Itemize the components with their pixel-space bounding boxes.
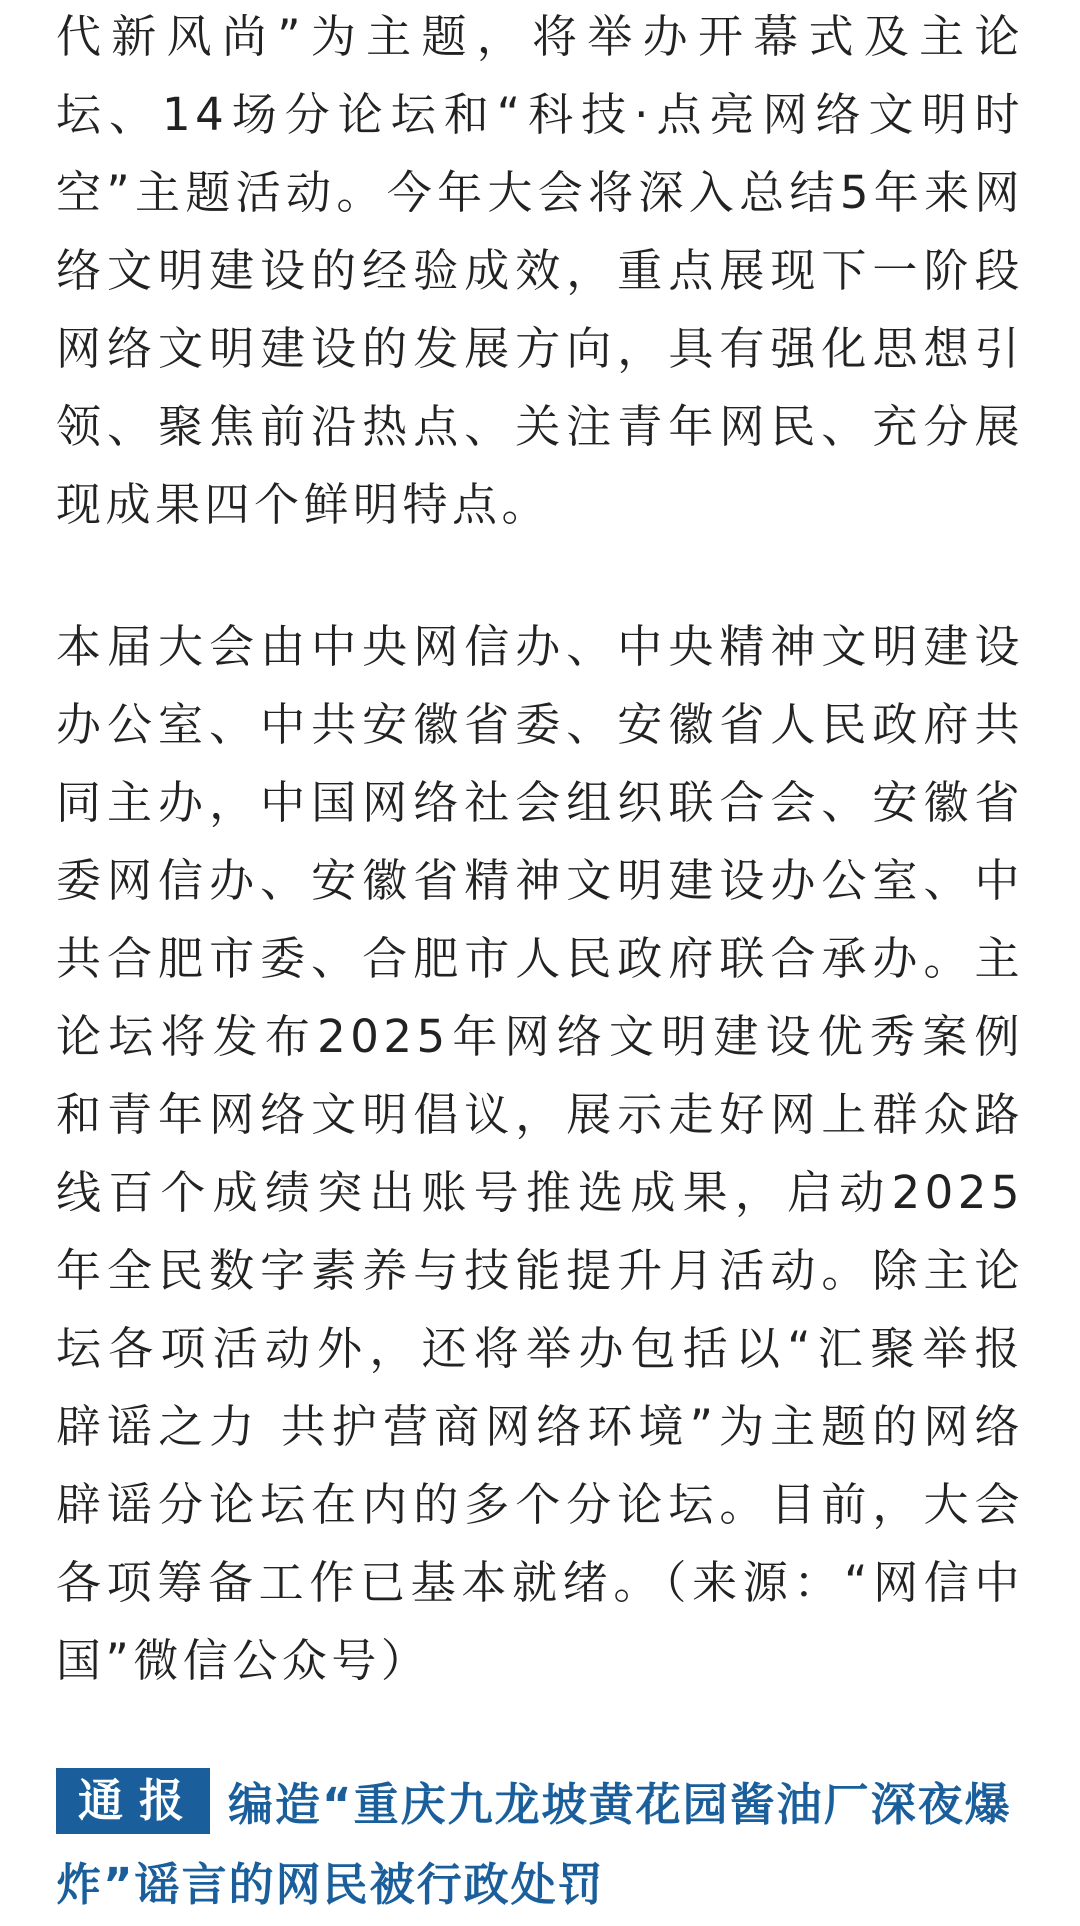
article-paragraph: 代新风尚”为主题，将举办开幕式及主论坛、14场分论坛和“科技·点亮网络文明时空”主题活动。今年大会将深入总结5年来网络文明建设的经验成效，重点展现下一阶段网络文明建设的发展方向，具有强化思想引领、聚焦前沿热点、关注青年网民、充分展现成果四个鲜明特点。 [56,10,1024,531]
article-paragraph: 本届大会由中央网信办、中央精神文明建设办公室、中共安徽省委、安徽省人民政府共同主办，中国网络社会组织联合会、安徽省委网信办、安徽省精神文明建设办公室、中共合肥市委、合肥市人民政府联合承办。主论坛将发布2025年网络文明建设优秀案例和青年网络文明倡议，展示走好网上群众路线百个成绩突出账号推选成果，启动2025年全民数字素养与技能提升月活动。除主论坛各项活动外，还将举办包括以“汇聚举报辟谣之力 共护营商网络环境”为主题的网络辟谣分论坛在内的多个分论坛。目前，大会各项筹备工作已基本就绪。（来源：“网信中国”微信公众号） [56,620,1024,1687]
related-article-title[interactable]: 编造“重庆九龙坡黄花园酱油厂深夜爆炸”谣言的网民被行政处罚 [56,1778,1012,1911]
notice-badge: 通报 [56,1768,210,1834]
related-article-link[interactable] [56,1765,1024,1925]
